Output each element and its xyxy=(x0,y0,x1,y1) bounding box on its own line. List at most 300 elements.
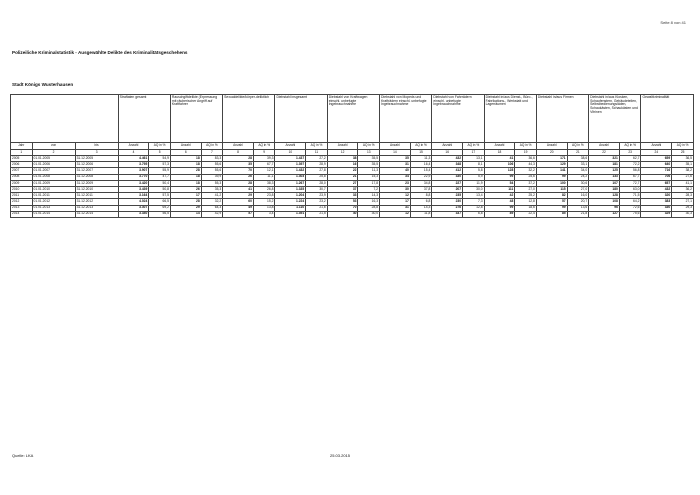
table-cell: 01.01.2010 xyxy=(32,186,75,192)
table-cell: 125 xyxy=(589,168,620,174)
table-column-header: Anzahl xyxy=(118,143,149,150)
table-cell: 57,3 xyxy=(149,162,171,168)
table-cell: 99 xyxy=(484,174,515,180)
table-cell: 38 xyxy=(327,156,358,162)
table-cell: 4.024 xyxy=(118,199,149,205)
table-cell: 3.439 xyxy=(118,186,149,192)
table-cell: 27,2 xyxy=(306,156,328,162)
table-cell: 29,3 xyxy=(672,205,694,211)
table-cell: 1.224 xyxy=(275,199,306,205)
table-cell: 8,1 xyxy=(463,162,485,168)
statistics-table xyxy=(10,94,694,218)
table-cell: 276 xyxy=(432,205,463,211)
table-column-number: 5 xyxy=(149,150,171,156)
table-cell: 111 xyxy=(484,186,515,192)
table-cell: 127 xyxy=(589,211,620,217)
table-cell: 2014 xyxy=(11,211,33,217)
table-cell: 31.12.2008 xyxy=(75,174,118,180)
table-cell: 37,2 xyxy=(515,180,537,186)
table-cell: 22,9 xyxy=(410,174,432,180)
table-cell: 6,8 xyxy=(463,211,485,217)
table-column-number: 24 xyxy=(641,150,672,156)
table-cell: 25,6 xyxy=(515,174,537,180)
table-cell: 1.437 xyxy=(275,156,306,162)
table-cell: 49 xyxy=(223,205,254,211)
table-cell: 38,3 xyxy=(253,180,275,186)
table-cell: 1.397 xyxy=(275,162,306,168)
table-column-header: AQ in % xyxy=(306,143,328,150)
table-column-header: AQ in % xyxy=(358,143,380,150)
table-cell: 01.01.2006 xyxy=(32,162,75,168)
table-cell: 3,4 xyxy=(253,211,275,217)
table-cell: 330 xyxy=(641,205,672,211)
table-column-number: 2 xyxy=(32,150,75,156)
table-cell: 108 xyxy=(589,199,620,205)
table-cell: 2007 xyxy=(11,168,33,174)
table-cell: 21,6 xyxy=(306,205,328,211)
table-cell: 26,8 xyxy=(253,186,275,192)
table-cell: 3.770 xyxy=(118,174,149,180)
table-cell: 30,0 xyxy=(358,211,380,217)
table-column-number: 12 xyxy=(327,150,358,156)
table-cell: 25,8 xyxy=(306,174,328,180)
table-cell: 31.12.2009 xyxy=(75,180,118,186)
table-cell: 56,5 xyxy=(149,211,171,217)
footer-date: 25.03.2015 xyxy=(330,453,351,458)
table-cell: 55,9 xyxy=(149,168,171,174)
table-cell: 27,6 xyxy=(672,174,694,180)
table-cell: 12 xyxy=(380,211,411,217)
table-column-header: Anzahl xyxy=(275,143,306,150)
table-group-header: Gewaltkriminalität xyxy=(641,95,694,143)
table-cell: 28,8 xyxy=(358,205,380,211)
table-cell: 17,8 xyxy=(358,180,380,186)
table-column-header: AQ in % xyxy=(672,143,694,150)
table-cell: 6,8 xyxy=(410,199,432,205)
table-group-header: Diebstahl in/aus Firmen xyxy=(536,95,588,143)
table-cell: 40 xyxy=(327,211,358,217)
table-group-header: Diebstahl von Fahrrädern einschl. unbefugte Ingebrauchnahme xyxy=(432,95,484,143)
table-cell: 01.01.2009 xyxy=(32,180,75,186)
table-cell: 36,5 xyxy=(672,156,694,162)
table-cell: 706 xyxy=(641,174,672,180)
table-cell: 171 xyxy=(536,156,567,162)
table-cell: 36,6 xyxy=(515,156,537,162)
table-cell: 23,9 xyxy=(306,193,328,199)
table-cell: 50,8 xyxy=(149,186,171,192)
table-cell: 48 xyxy=(484,199,515,205)
table-cell: 337 xyxy=(432,211,463,217)
table-column-number: 11 xyxy=(306,150,328,156)
table-column-header: Anzahl xyxy=(380,143,411,150)
table-cell: 29 xyxy=(223,193,254,199)
table-cell: 71,5 xyxy=(619,193,641,199)
table-cell: 99 xyxy=(536,174,567,180)
table-cell: 55,6 xyxy=(201,162,223,168)
table-cell: 37 xyxy=(327,186,358,192)
table-cell: 64,2 xyxy=(619,199,641,205)
table-cell: 8,8 xyxy=(410,193,432,199)
table-column-header: Anzahl xyxy=(641,143,672,150)
table-cell: 3.340 xyxy=(118,211,149,217)
page-number: Seite 8 von 41 xyxy=(660,20,686,25)
table-cell: 23,2 xyxy=(306,199,328,205)
table-cell: 5,9 xyxy=(463,174,485,180)
table-cell: 55,3 xyxy=(201,180,223,186)
table-cell: 33,1 xyxy=(567,162,589,168)
table-column-number: 4 xyxy=(118,150,149,156)
table-cell: 70 xyxy=(327,205,358,211)
table-cell: 67,7 xyxy=(253,162,275,168)
table-cell: 50,4 xyxy=(149,180,171,186)
table-cell: 128 xyxy=(484,168,515,174)
table-cell: 1.432 xyxy=(275,168,306,174)
table-cell: 2009 xyxy=(11,180,33,186)
table-cell: 1.391 xyxy=(275,211,306,217)
table-cell: 28 xyxy=(170,199,201,205)
table-cell: 716 xyxy=(641,168,672,174)
table-cell: 01.01.2013 xyxy=(32,205,75,211)
table-cell: 3.907 xyxy=(118,168,149,174)
table-cell: 2012 xyxy=(11,199,33,205)
table-cell: 2006 xyxy=(11,162,33,168)
table-group-header: Diebstahl insgesamt xyxy=(275,95,327,143)
table-cell: 32,2 xyxy=(201,199,223,205)
table-column-number: 14 xyxy=(380,150,411,156)
table-cell: 23,8 xyxy=(253,193,275,199)
table-cell: 44,3 xyxy=(515,162,537,168)
table-cell: 15,2 xyxy=(253,199,275,205)
table-cell: 01.01.2014 xyxy=(32,211,75,217)
table-cell: 230 xyxy=(432,199,463,205)
table-cell: 16,4 xyxy=(410,162,432,168)
table-cell: 1.267 xyxy=(275,180,306,186)
table-cell: 21,5 xyxy=(306,211,328,217)
table-cell: 432 xyxy=(641,186,672,192)
table-cell: 11,9 xyxy=(463,180,485,186)
table-cell: 01.01.2008 xyxy=(32,174,75,180)
document-subtitle: Stadt Königs Wusterhausen xyxy=(12,82,74,87)
table-cell: 1.335 xyxy=(275,186,306,192)
table-cell: 72,2 xyxy=(619,162,641,168)
table-cell: 3.164 xyxy=(118,193,149,199)
table-cell: 34 xyxy=(380,174,411,180)
table-cell: 2008 xyxy=(11,174,33,180)
table-cell: 640 xyxy=(641,162,672,168)
table-cell: 35 xyxy=(223,162,254,168)
table-cell: 30,6 xyxy=(567,180,589,186)
table-cell: 17 xyxy=(170,193,201,199)
table-cell: 27,8 xyxy=(306,168,328,174)
table-column-header: AQ in % xyxy=(201,143,223,150)
table-cell: 01.01.2012 xyxy=(32,199,75,205)
table-cell: 53 xyxy=(327,199,358,205)
table-group-header: Rauschgiftdelikte (Erpressung mit räuberischer Angriff auf Kraftfahrer xyxy=(170,95,222,143)
table-column-header: bis xyxy=(75,143,118,150)
table-column-number: 20 xyxy=(536,150,567,156)
table-header-blank xyxy=(11,95,119,143)
table-cell: 227 xyxy=(432,180,463,186)
table-cell: 25,2 xyxy=(515,193,537,199)
table-cell: 106 xyxy=(484,162,515,168)
table-column-header: AQ in % xyxy=(253,143,275,150)
table-cell: 21,8 xyxy=(567,211,589,217)
table-cell: 23 xyxy=(380,180,411,186)
table-cell: 383 xyxy=(641,199,672,205)
table-column-number: 15 xyxy=(410,150,432,156)
table-cell: 37,8 xyxy=(410,186,432,192)
table-cell: 01.01.2011 xyxy=(32,193,75,199)
table-body xyxy=(11,156,694,218)
table-cell: 42,9 xyxy=(201,211,223,217)
table-cell: 63,0 xyxy=(619,186,641,192)
table-cell: 89 xyxy=(484,211,515,217)
table-cell: 35 xyxy=(380,156,411,162)
table-column-number: 19 xyxy=(515,150,537,156)
table-cell: 22 xyxy=(327,168,358,174)
table-cell: 11,8 xyxy=(410,211,432,217)
table-cell: 31 xyxy=(380,162,411,168)
table-cell: 35,5 xyxy=(358,162,380,168)
table-column-number: 7 xyxy=(201,150,223,156)
table-cell: 96 xyxy=(589,205,620,211)
table-cell: 35,5 xyxy=(358,156,380,162)
table-cell: 31 xyxy=(380,205,411,211)
table-cell: 54 xyxy=(484,180,515,186)
table-column-number: 9 xyxy=(253,150,275,156)
table-cell: 31.12.2014 xyxy=(75,211,118,217)
table-cell: 18 xyxy=(170,162,201,168)
table-cell: 12,8 xyxy=(515,199,537,205)
table-column-header: AQ in % xyxy=(463,143,485,150)
table-cell: 4.461 xyxy=(118,156,149,162)
table-cell: 180 xyxy=(589,186,620,192)
table-cell: 56,8 xyxy=(619,168,641,174)
table-cell: 60 xyxy=(223,199,254,205)
table-column-number: 10 xyxy=(275,150,306,156)
table-cell: 28 xyxy=(223,180,254,186)
table-cell: 72,6 xyxy=(619,205,641,211)
table-cell: 35,3 xyxy=(201,186,223,192)
table-cell: 320 xyxy=(641,193,672,199)
table-cell: 39,3 xyxy=(253,156,275,162)
table-cell: 57 xyxy=(223,211,254,217)
table-cell: 01.01.2007 xyxy=(32,168,75,174)
table-column-number: 25 xyxy=(672,150,694,156)
table-group-header-row xyxy=(11,95,694,143)
table-cell: 38,2 xyxy=(672,168,694,174)
table-cell: 57 xyxy=(536,199,567,205)
table-cell: 34,8 xyxy=(410,180,432,186)
table-group-header: Diebstahl in/aus Kiosken, Schaufenstern, Gebäudeteilen, Selbstbedienungsläden, Schaukästen, Schaukästen und Vitrinen xyxy=(589,95,641,143)
table-cell: 13,8 xyxy=(253,205,275,211)
table-cell: 16,3 xyxy=(358,199,380,205)
table-cell: 133 xyxy=(589,174,620,180)
table-column-header: Anzahl xyxy=(432,143,463,150)
table-cell: 30 xyxy=(380,186,411,192)
table-group-header: Diebstahl von Kraftwagen einschl. unbefugte Ingebrauchnahme xyxy=(327,95,379,143)
table-cell: 21 xyxy=(327,174,358,180)
table-cell: 11,3 xyxy=(410,156,432,162)
table-cell: 70 xyxy=(223,168,254,174)
table-column-number: 3 xyxy=(75,150,118,156)
table-cell: 14,3 xyxy=(410,205,432,211)
table-cell: 14,3 xyxy=(358,193,380,199)
table-cell: 18 xyxy=(170,180,201,186)
table-cell: 47,7 xyxy=(149,174,171,180)
table-column-header: AQ in % xyxy=(515,143,537,150)
table-cell: 85 xyxy=(536,211,567,217)
table-cell: 432 xyxy=(432,156,463,162)
table-cell: 107 xyxy=(589,180,620,186)
table-cell: 29 xyxy=(170,205,201,211)
table-cell: 41 xyxy=(223,186,254,192)
table-column-header: Anzahl xyxy=(536,143,567,150)
table-cell: 330 xyxy=(432,174,463,180)
table-cell: 83,3 xyxy=(201,156,223,162)
table-cell: 30,0 xyxy=(463,186,485,192)
table-cell: 67,7 xyxy=(619,174,641,180)
table-cell: 41,1 xyxy=(672,180,694,186)
table-cell: 31.12.2007 xyxy=(75,168,118,174)
table-cell: 18 xyxy=(170,156,201,162)
table-cell: 7,3 xyxy=(463,199,485,205)
table-cell: 82 xyxy=(536,193,567,199)
table-cell: 27 xyxy=(327,180,358,186)
table-cell: 31.12.2006 xyxy=(75,162,118,168)
table-column-number: 21 xyxy=(567,150,589,156)
table-cell: 64,3 xyxy=(201,205,223,211)
table-column-header: Anzahl xyxy=(170,143,201,150)
table-cell: 38,6 xyxy=(567,156,589,162)
table-cell: 321 xyxy=(589,156,620,162)
table-cell: 99 xyxy=(484,205,515,211)
table-cell: 1.110 xyxy=(275,205,306,211)
table-cell: 13,1 xyxy=(463,156,485,162)
table-cell: 72,7 xyxy=(619,180,641,186)
table-cell: 2010 xyxy=(11,186,33,192)
table-group-header: Diebstahl von Mopeds und Krafträdern einschl. unbefugte Ingebrauchnahme xyxy=(380,95,432,143)
document-title: Polizeiliche Kriminalstatistik - Ausgewählte Delikte des Kriminalitätsgeschehens xyxy=(12,50,188,55)
table-cell: 55,6 xyxy=(201,168,223,174)
table-cell: 3.795 xyxy=(118,162,149,168)
table-cell: 16,0 xyxy=(567,193,589,199)
table-column-number: 18 xyxy=(484,150,515,156)
table-cell: 01.01.2005 xyxy=(32,156,75,162)
table-cell: 27,0 xyxy=(515,186,537,192)
table-cell: 31.12.2012 xyxy=(75,199,118,205)
table-cell: 3.420 xyxy=(118,180,149,186)
table-cell: 18,6 xyxy=(515,205,537,211)
table-cell: 181 xyxy=(589,162,620,168)
table-cell: 99 xyxy=(536,205,567,211)
table-column-header: AQ in % xyxy=(149,143,171,150)
table-cell: 27,1 xyxy=(672,199,694,205)
table-column-number: 17 xyxy=(463,150,485,156)
table-cell: 16 xyxy=(327,162,358,168)
table-cell: 30,3 xyxy=(672,211,694,217)
table-column-header: Anzahl xyxy=(223,143,254,150)
table-cell: 5,8 xyxy=(463,168,485,174)
table-cell: 329 xyxy=(641,211,672,217)
table-cell: 39,9 xyxy=(201,174,223,180)
table-column-number: 13 xyxy=(358,150,380,156)
table-cell: 31.12.2011 xyxy=(75,193,118,199)
table-column-number: 23 xyxy=(619,150,641,156)
table-cell: 33 xyxy=(327,193,358,199)
table-cell: 20,7 xyxy=(567,199,589,205)
table-cell: 115 xyxy=(536,186,567,192)
table-cell: 28,3 xyxy=(672,193,694,199)
table-cell: 28 xyxy=(223,156,254,162)
table-cell: 128 xyxy=(589,193,620,199)
table-cell: 26 xyxy=(170,186,201,192)
table-column-header: AQ in % xyxy=(410,143,432,150)
table-cell: 57,5 xyxy=(149,193,171,199)
table-cell: 1.303 xyxy=(275,174,306,180)
table-cell: 40 xyxy=(380,168,411,174)
table-cell: 75,6 xyxy=(619,211,641,217)
table-cell: 659 xyxy=(641,156,672,162)
table-column-header: Anzahl xyxy=(484,143,515,150)
table-cell: 15,4 xyxy=(410,168,432,174)
table-column-number: 22 xyxy=(589,150,620,156)
table-cell: 18 xyxy=(170,174,201,180)
table-column-header: Anzahl xyxy=(589,143,620,150)
table-cell: 26 xyxy=(223,174,254,180)
table-cell: 15,3 xyxy=(358,174,380,180)
table-cell: 24,2 xyxy=(567,174,589,180)
table-cell: 28,9 xyxy=(306,162,328,168)
table-cell: 100 xyxy=(536,180,567,186)
table-cell: 42 xyxy=(484,193,515,199)
table-cell: 14 xyxy=(170,211,201,217)
table-group-header: Sexualdelikte/körper-deliktlich xyxy=(223,95,275,143)
table-cell: 129 xyxy=(536,162,567,168)
table-subheader-row xyxy=(11,143,694,150)
table-cell: 22,4 xyxy=(515,211,537,217)
table-cell: 31.12.2010 xyxy=(75,186,118,192)
table-cell: 657 xyxy=(641,180,672,186)
table-cell: 3.307 xyxy=(118,205,149,211)
table-cell: 2013 xyxy=(11,205,33,211)
table-cell: 12,1 xyxy=(253,168,275,174)
table-cell: 141 xyxy=(536,168,567,174)
table-cell: 1.204 xyxy=(275,193,306,199)
table-cell: 207 xyxy=(432,186,463,192)
table-cell: 12,8 xyxy=(463,205,485,211)
table-cell: 69,2 xyxy=(149,205,171,211)
table-column-header: AQ in % xyxy=(567,143,589,150)
table-row xyxy=(11,211,694,217)
table-cell: 2005 xyxy=(11,156,33,162)
table-cell: 41,2 xyxy=(201,193,223,199)
table-cell: 7,2 xyxy=(358,186,380,192)
table-cell: 31.12.2013 xyxy=(75,205,118,211)
table-cell: 31.12.2005 xyxy=(75,156,118,162)
table-cell: 13,4 xyxy=(463,193,485,199)
table-cell: 28,0 xyxy=(306,180,328,186)
table-cell: 32,2 xyxy=(515,168,537,174)
table-cell: 17 xyxy=(380,199,411,205)
table-cell: 30,7 xyxy=(306,186,328,192)
table-column-header: von xyxy=(32,143,75,150)
table-cell: 28 xyxy=(170,168,201,174)
table-column-header: AQ in % xyxy=(619,143,641,150)
table-group-header: Straftaten gesamt xyxy=(118,95,170,143)
table-column-number: 1 xyxy=(11,150,33,156)
table-cell: 12 xyxy=(380,193,411,199)
